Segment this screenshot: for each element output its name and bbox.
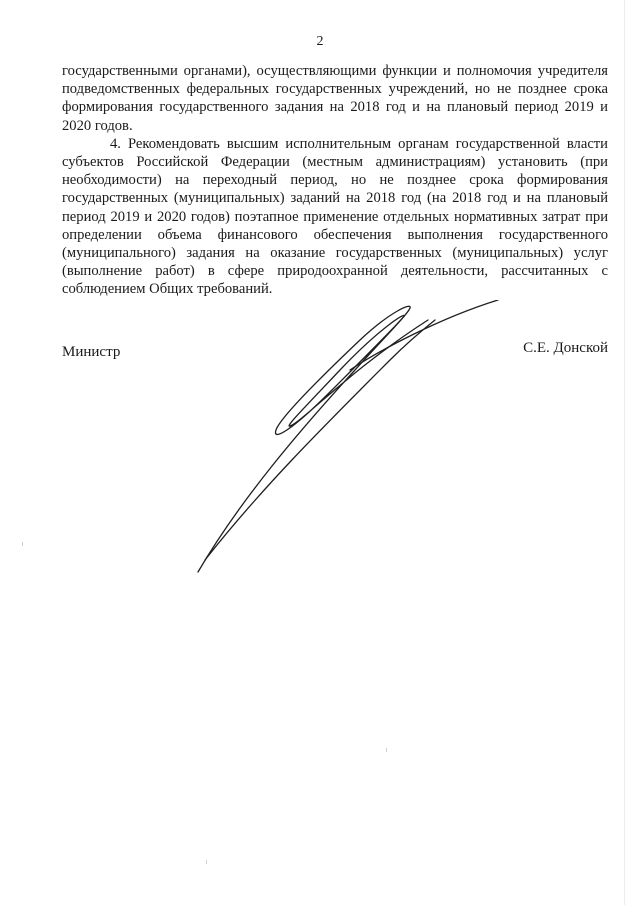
body-text xyxy=(62,62,608,299)
scan-mark xyxy=(386,748,387,752)
signer-role: Министр xyxy=(62,344,121,360)
scan-mark xyxy=(206,860,207,864)
scan-mark xyxy=(624,0,625,905)
page-number: 2 xyxy=(316,34,324,49)
scan-mark xyxy=(22,542,23,546)
paragraph-continuation: государственными органами), осуществляющими функции и полномочия учредителя подведомственных федеральных государственных учреждений, но не позднее срока формирования государственного задания на 2018 год и на плановый период 2019 и 2020 годов. xyxy=(62,63,608,134)
handwritten-signature xyxy=(180,300,500,580)
paragraph-item-4: 4. Рекомендовать высшим исполнительным органам государственной власти субъектов Российской Федерации (местным администрациям) установить (при необходимости) на переходный период, но не позднее срока формирования государственных (муниципальных) заданий на 2018 год (на 2018 год и на плановый период 2019 и 2020 годов) поэтапное применение отдельных нормативных затрат при определении объема финансового обеспечения выполнения государственного (муниципального) задания на оказание государственных (муниципальных) услуг (выполнение работ) в сфере природоохранной деятельности, рассчитанных с соблюдением Общих требований. xyxy=(62,135,608,298)
signer-name: С.Е. Донской xyxy=(523,340,608,356)
